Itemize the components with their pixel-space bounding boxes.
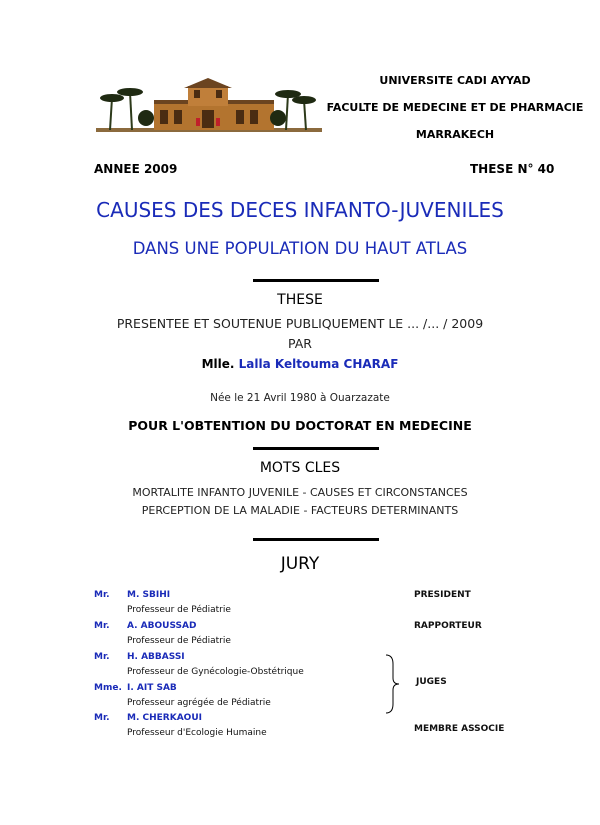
jury-role-rapporteur: RAPPORTEUR bbox=[414, 621, 482, 631]
jury-role-president: PRESIDENT bbox=[414, 590, 471, 600]
university-name: UNIVERSITE CADI AYYAD bbox=[379, 74, 531, 87]
jury-role-juges: JUGES bbox=[416, 677, 447, 687]
divider bbox=[253, 279, 379, 282]
keywords-line2: PERCEPTION DE LA MALADIE - FACTEURS DETERMINANTS bbox=[141, 504, 459, 517]
birth-info: Née le 21 Avril 1980 à Ouarzazate bbox=[210, 392, 390, 404]
divider bbox=[253, 538, 379, 541]
jury-member-title: Mme. bbox=[94, 683, 122, 693]
jury-member-name: M. CHERKAOUI bbox=[127, 713, 202, 723]
jury-member-title: Mr. bbox=[94, 713, 110, 723]
brace-icon bbox=[384, 654, 400, 714]
jury-member-title: Mr. bbox=[94, 652, 110, 662]
jury-member-role: Professeur de Pédiatrie bbox=[127, 636, 231, 646]
jury-member-role: Professeur d'Ecologie Humaine bbox=[127, 728, 267, 738]
jury-role-membre-associe: MEMBRE ASSOCIE bbox=[414, 724, 505, 734]
presentation-date: PRESENTEE ET SOUTENUE PUBLIQUEMENT LE ... /... / 2009 bbox=[116, 316, 484, 331]
jury-member-name: I. AIT SAB bbox=[127, 683, 177, 693]
thesis-title-line1: CAUSES DES DECES INFANTO-JUVENILES bbox=[96, 198, 504, 222]
jury-member-role: Professeur de Gynécologie-Obstétrique bbox=[127, 667, 304, 677]
jury-member-name: A. ABOUSSAD bbox=[127, 621, 197, 631]
degree-purpose: POUR L'OBTENTION DU DOCTORAT EN MEDECINE bbox=[128, 418, 472, 433]
author-prefix: Mlle. bbox=[201, 357, 235, 371]
year-label: ANNEE 2009 bbox=[94, 162, 178, 176]
these-heading: THESE bbox=[277, 292, 323, 308]
jury-heading: JURY bbox=[280, 554, 320, 574]
jury-member-role: Professeur de Pédiatrie bbox=[127, 605, 231, 615]
keywords-heading: MOTS CLES bbox=[259, 460, 341, 476]
author-name: Lalla Keltouma CHARAF bbox=[238, 357, 399, 371]
jury-member-title: Mr. bbox=[94, 621, 110, 631]
par-label: PAR bbox=[288, 336, 312, 351]
thesis-number: THESE N° 40 bbox=[470, 162, 555, 176]
divider bbox=[253, 447, 379, 450]
city-name: MARRAKECH bbox=[415, 128, 495, 141]
faculty-logo bbox=[96, 78, 322, 134]
keywords-line1: MORTALITE INFANTO JUVENILE - CAUSES ET CIRCONSTANCES bbox=[132, 486, 468, 499]
faculty-name: FACULTE DE MEDECINE ET DE PHARMACIE bbox=[326, 101, 584, 114]
author-line bbox=[0, 357, 600, 371]
jury-member-name: H. ABBASSI bbox=[127, 652, 185, 662]
jury-member-role: Professeur agrégée de Pédiatrie bbox=[127, 698, 271, 708]
thesis-title-line2: DANS UNE POPULATION DU HAUT ATLAS bbox=[132, 239, 468, 258]
jury-member-name: M. SBIHI bbox=[127, 590, 171, 600]
jury-member-title: Mr. bbox=[94, 590, 110, 600]
